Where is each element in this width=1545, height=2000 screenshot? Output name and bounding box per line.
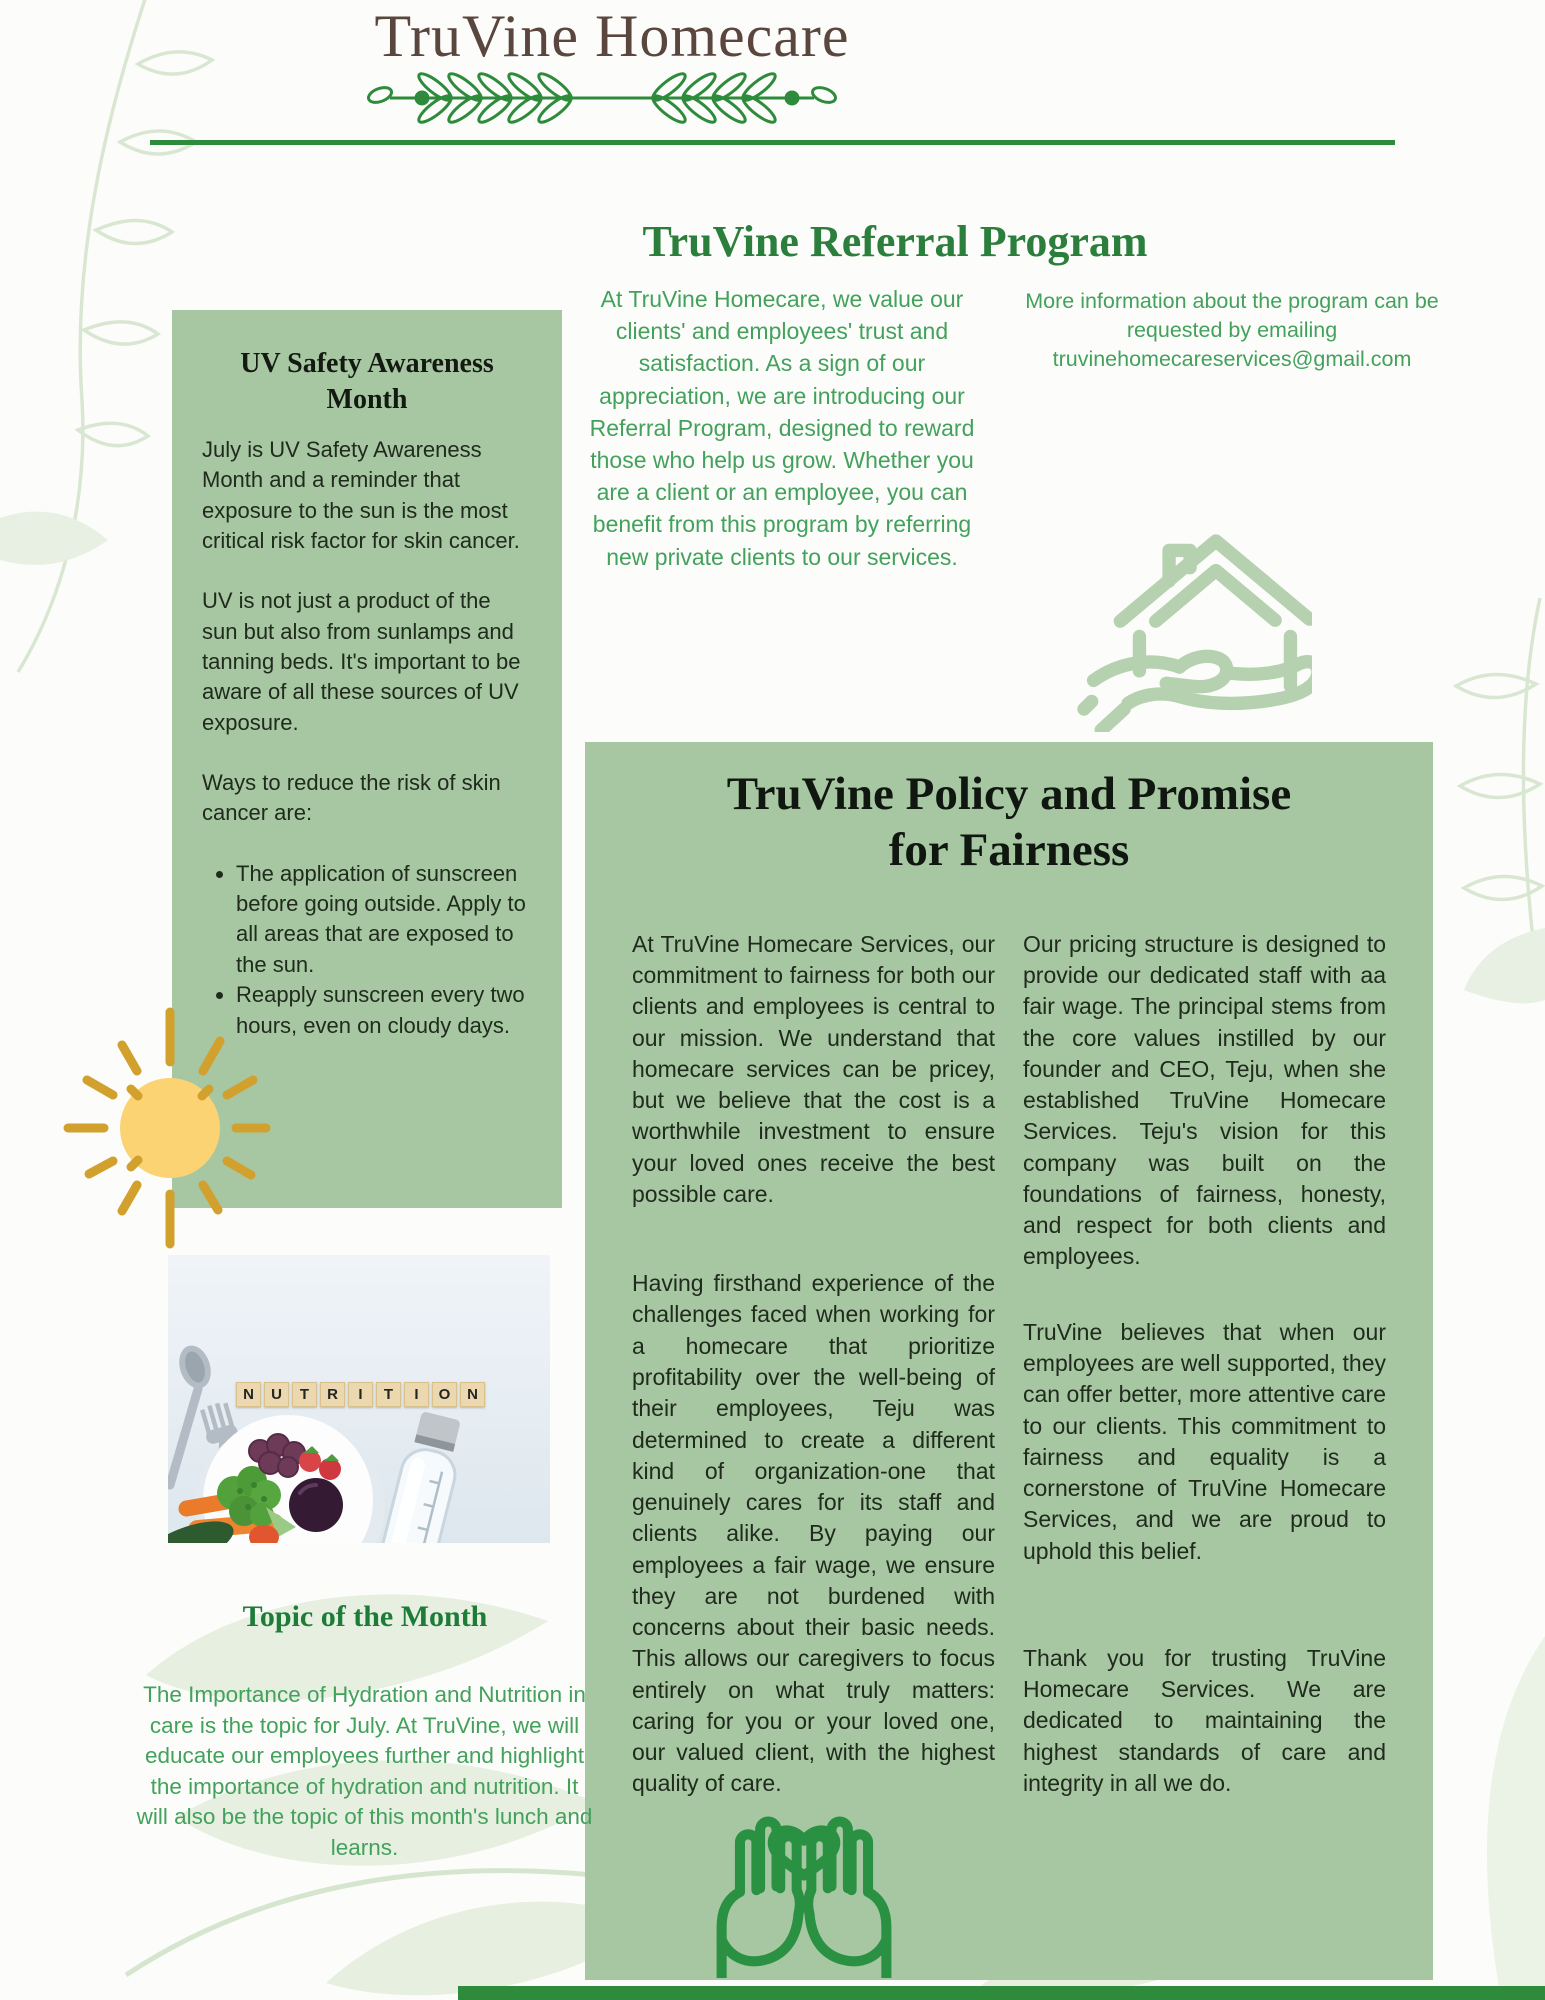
sun-icon [55,998,285,1268]
policy-column-1 [632,929,995,1800]
topic-title: Topic of the Month [242,1600,488,1633]
policy-columns [585,929,1433,1800]
policy-paragraph: At TruVine Homecare Services, our commitment to fairness for both our clients and employees is central to our mission. We understand that homecare services can be pricey, but we believe that the cost is a worthwhile investment to ensure your loved ones receive the best possible care. [632,930,995,1207]
policy-box [585,742,1433,1980]
letter-tile: R [320,1382,345,1407]
header-rule [150,140,1395,145]
referral-body: At TruVine Homecare, we value our clients' and employees' trust and satisfaction. As a sign of our appreciation, we are introducing our Referral Program, designed to reward those who help us grow. Whether you are a client or an employee, you can benefit from this program by referring new private clients to our services. [589,286,975,570]
letter-tile: O [432,1382,457,1407]
policy-paragraph: Thank you for trusting TruVine Homecare Services. We are dedicated to maintaining the highest standards of care and integrity in all we do. [1023,1644,1386,1796]
letter-tile: U [264,1382,289,1407]
hand-holding-house-icon [1072,474,1312,732]
vine-divider-icon [362,70,862,126]
plum-illustration [289,1478,343,1532]
letter-tile: I [348,1382,373,1407]
uv-paragraph-3: Ways to reduce the risk of skin cancer are: [202,770,501,826]
referral-info: More information about the program can be requested by emailing truvinehomecareservices@gmail.com [1025,289,1439,372]
letter-tile: T [376,1382,401,1407]
referral-title: TruVine Referral Program [642,217,1148,266]
letter-tile: N [236,1382,261,1407]
policy-paragraph: Our pricing structure is designed to provide our dedicated staff with aa fair wage. The principal stems from the core values instilled by our founder and CEO, Teju, when she established TruVine Homecare Services. Teju's vision for this company was built on the foundations of fairness, honesty, and respect for both clients and employees. [1023,930,1386,1270]
list-item: • The application of sunscreen before going outside. Apply to all areas that are exposed to the sun. [236,859,532,980]
uv-box-title: UV Safety Awareness Month [240,348,494,416]
nutrition-photo [168,1255,550,1543]
policy-title-line-2: for Fairness [888,824,1130,877]
policy-title-line-1: TruVine Policy and Promise [726,768,1292,820]
page-title: TruVine Homecare [374,3,850,69]
list-item: • Reapply sunscreen every two hours, even on cloudy days. [236,980,532,1041]
letter-tile: T [292,1382,317,1407]
nutrition-letter-tiles [236,1382,485,1407]
uv-paragraph-2: UV is not just a product of the sun but also from sunlamps and tanning beds. It's important to be aware of all these sources of UV exposure. [202,588,521,735]
letter-tile: N [460,1382,485,1407]
topic-body: The Importance of Hydration and Nutrition in care is the topic for July. At TruVine, we will educate our employees further and highlight the importance of hydration and nutrition. It will also be the topic of this month's lunch and learns. [136,1682,593,1860]
policy-title [585,766,1433,879]
policy-paragraph: Having firsthand experience of the challenges faced when working for a homecare that prioritize profitability over the well-being of their employees, Teju was determined to create a different kind of organization-one that genuinely cares for its staff and clients alike. By paying our employees a fair wage, we ensure they are not burdened with concerns about their basic needs. This allows our caregivers to focus entirely on what truly matters: caring for you or your loved one, our valued client, with the highest quality of care. [632,1270,995,1797]
letter-tile: I [404,1382,429,1407]
leaf-decoration-bottom-right [1432,1630,1545,2000]
bottom-bar [458,1986,1545,2000]
policy-column-2 [1023,929,1386,1800]
policy-paragraph: TruVine believes that when our employees are well supported, they can offer better, more attentive care to our clients. This commitment to fairness and equality is a cornerstone of TruVine Homecare Services, and we are proud to uphold this belief. [1023,1318,1386,1564]
hands-holding-heart-icon [693,1784,915,1978]
uv-paragraph-1: July is UV Safety Awareness Month and a reminder that exposure to the sun is the most critical risk factor for skin cancer. [202,436,520,553]
